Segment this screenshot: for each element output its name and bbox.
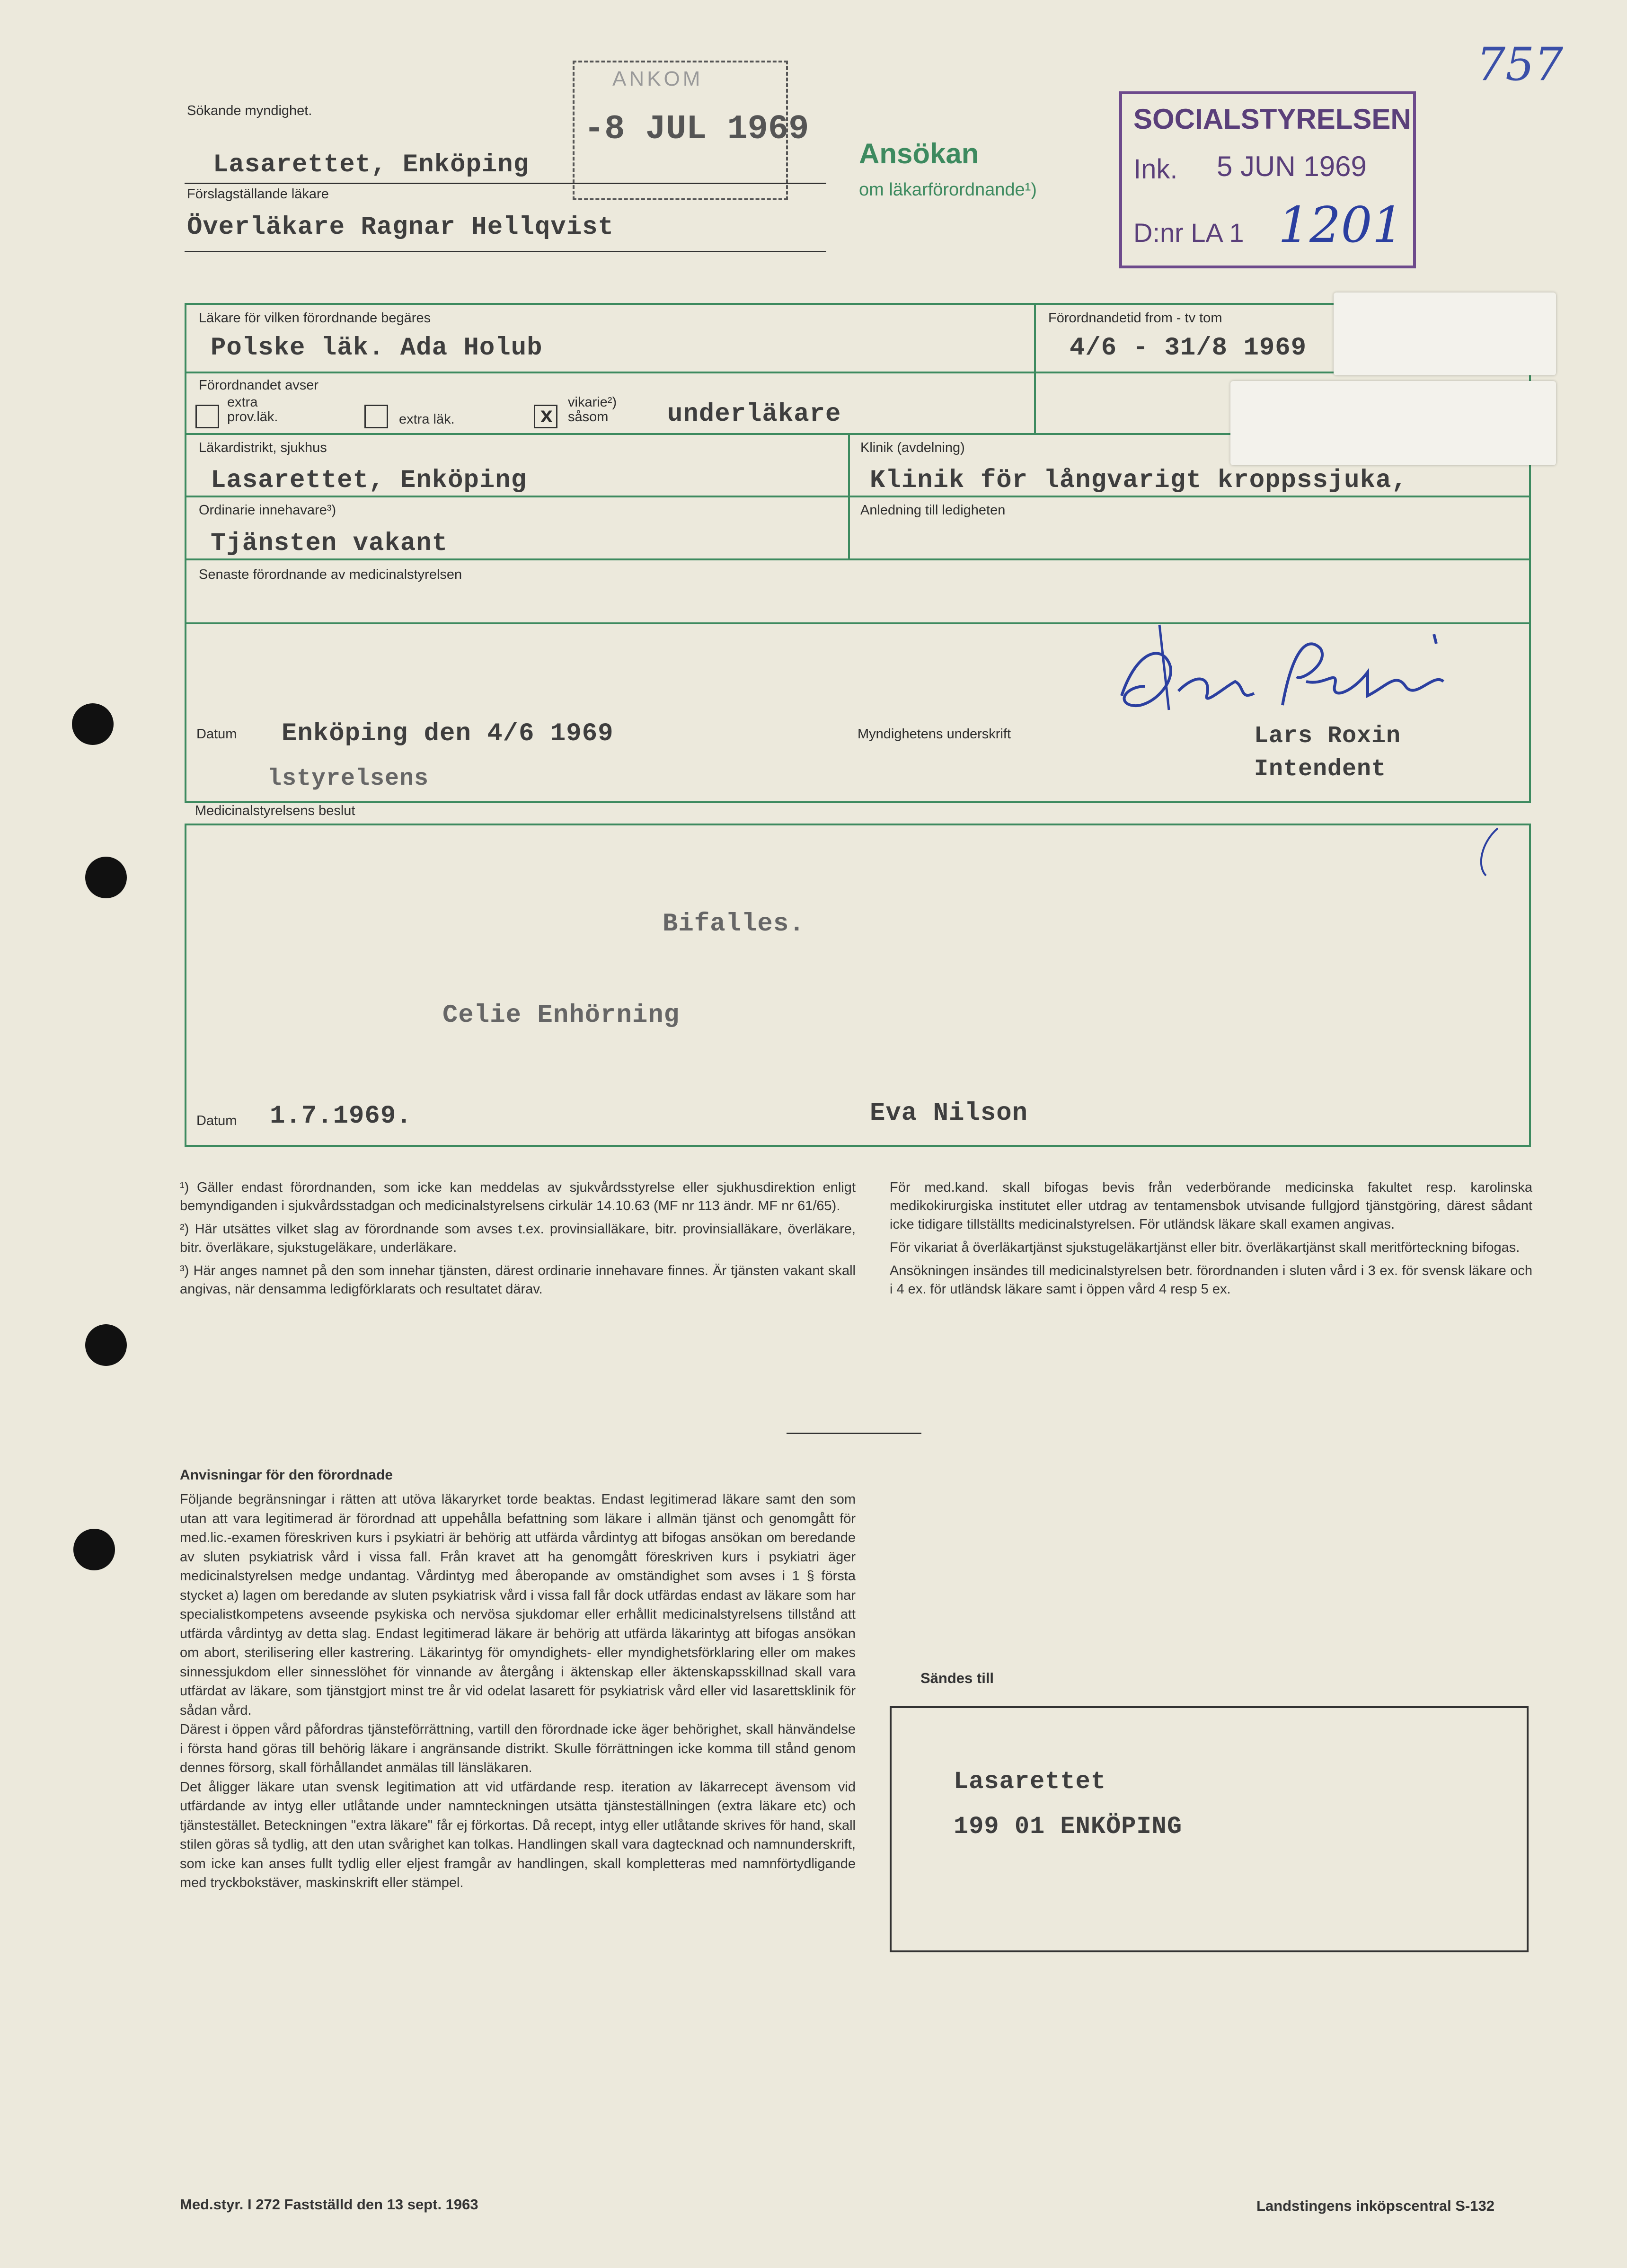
signer-title: Intendent (1254, 756, 1387, 783)
signer-name: Lars Roxin (1254, 723, 1401, 750)
sokande-value: Lasarettet, Enköping (213, 151, 530, 179)
punch-hole-2 (85, 857, 127, 898)
punch-hole-1 (72, 703, 114, 745)
innehavare-value: Tjänsten vakant (211, 529, 448, 558)
sandes-line2: 199 01 ENKÖPING (954, 1813, 1183, 1841)
row-line-4 (185, 558, 1531, 560)
anvisningar-heading: Anvisningar för den förordnade (180, 1467, 393, 1483)
socialstyrelsen-stamp (1119, 91, 1416, 268)
taped-paper-2 (1230, 381, 1556, 465)
punch-hole-4 (73, 1529, 115, 1570)
forslag-label: Förslagställande läkare (187, 186, 329, 202)
soc-stamp-ink-label: Ink. (1133, 154, 1178, 185)
datum-label: Datum (196, 726, 237, 742)
form-subtitle: om läkarförordnande¹) (859, 180, 1037, 200)
soc-stamp-date: 5 JUN 1969 (1217, 151, 1367, 182)
col-line-klinik (848, 433, 850, 560)
beslut-text: Bifalles. (663, 910, 805, 939)
footer-left: Med.styr. I 272 Fastställd den 13 sept. 1963 (180, 2196, 478, 2213)
tid-label: Förordnandetid from - tv tom (1048, 310, 1222, 326)
lakare-value: Polske läk. Ada Holub (211, 334, 543, 363)
arrival-stamp-top: ANKOM (612, 67, 703, 90)
innehavare-label: Ordinarie innehavare³) (199, 503, 336, 518)
soc-stamp-dnr: D:nr LA 1 (1133, 218, 1244, 248)
senaste-label: Senaste förordnande av medicinalstyrelsen (199, 567, 462, 582)
avser-value: underläkare (667, 400, 841, 429)
form-title: Ansökan (859, 138, 979, 169)
sandes-line1: Lasarettet (954, 1768, 1106, 1796)
row-line-1 (185, 372, 1531, 373)
anvisningar-body (180, 1490, 856, 1893)
extra-prov-label: extra prov.läk. (227, 395, 278, 425)
beslut-label: Medicinalstyrelsens beslut (195, 803, 355, 818)
beslut-signer: Eva Nilson (870, 1099, 1028, 1128)
arrival-stamp-date: -8 JUL 1969 (584, 110, 809, 149)
row-line-3 (185, 496, 1531, 497)
punch-hole-3 (85, 1324, 127, 1366)
beslut-box (185, 824, 1531, 1147)
klinik-value: Klinik för långvarigt kroppssjuka, (870, 466, 1407, 495)
col-line-tid (1034, 303, 1036, 435)
arrival-stamp (573, 61, 809, 200)
soc-stamp-number: 1201 (1278, 196, 1404, 254)
margin-mark (1472, 824, 1510, 880)
avser-label: Förordnandet avser (199, 378, 319, 393)
footnote-3: ³) Här anges namnet på den som innehar tjänsten, därest ordinarie innehavare finnes. Är tjänsten vakant skall angivas, när densamma ledigförklarats och resultatet därav. (180, 1263, 856, 1297)
underskrift-label: Myndighetens underskrift (858, 726, 1011, 742)
taped-paper-1 (1334, 292, 1556, 375)
distrikt-value: Lasarettet, Enköping (211, 466, 527, 495)
forslag-line (185, 251, 826, 252)
anvisningar-p3: Det åligger läkare utan svensk legitimation att vid utfärdande resp. iteration av läkarrecept ävensom vid utfärdande av intyg eller utlåtande under namnteckningen utsätta tjänsteställningen (extra läkare etc) och tjänstestället. Beteckningen "extra läkare" får ej förkortas. Då recept, intyg eller utlåtande skrives för hand, skall stilen göras så tydlig, att den utan svårighet kan tolkas. Handlingen skall vara dagtecknad och namnunderskrift, som icke kan anses fullt tydlig eller eljest framgår av handlingen, skall kompletteras med namnförtydligande med tryckbokstäver, maskinskrift eller stämpel. (180, 1779, 856, 1890)
anvisningar-p1: Följande begränsningar i rätten att utöva läkaryrket torde beaktas. Endast legitimerad läkare samt den som utan att vara legitimerad är förordnad att uppehålla befattning som läkare i allmän tjänst och genomgått för med.lic.-examen föreskriven kurs i psykiatri är behörig att utfärda vårdintyg att bifogas ansökan om beredande av sluten psykiatrisk vård i vissa fall. Från kravet att ha genomgått föreskriven kurs i psykiatri äger medicinalstyrelsen medge undantag. Vårdintyg med åberopande av omständighet som avses i 1 § första stycket a) lagen om beredande av sluten psykiatrisk vård i vissa fall får dock utfärdas endast av läkare som har specialistkompetens avseende psykiska och nervösa sjukdomar eller erhållit medicinalstyrelsens tillstånd att utfärda vårdintyg av detta slag. Endast legitimerad läkare är behörig att utfärda läkarintyg att bifogas ansökan om abort, sterilisering eller kastrering. Läkarintyg för omyndighets- eller myndighetsförklaring eller om makes sinnessjukdom eller sinnesslöhet för vinnande av återgång i äktenskap eller äktenskapsskillnad skall vara utfärdat av läkare, som tjänstgjort minst tre år vid odelat lasarett för psykiatrisk vård eller vid lasarettsklinik för sådan vård. (180, 1492, 856, 1718)
footnote-2: ²) Här utsättes vilket slag av förordnande som avses t.ex. provinsialläkare, bitr. provinsialläkare, överläkare, bitr. överläkare, sjukstugeläkare, underläkare. (180, 1222, 856, 1255)
applicant-signature (1103, 615, 1481, 738)
vikarie-mark: x (540, 404, 553, 429)
beslut-name: Celie Enhörning (442, 1001, 680, 1030)
vikarie-label: vikarie²) såsom (568, 395, 617, 425)
anvisningar-p2: Därest i öppen vård påfordras tjänsteförrättning, vartill den förordnade icke äger behörighet, skall hänvändelse i första hand göras till behörig läkare i angränsande distrikt. Skulle förrättningen icke komma till stånd genom dennes försorg, skall förhållandet anmälas till länsläkaren. (180, 1722, 856, 1775)
page-number: 757 (1477, 38, 1564, 91)
footnote-1: ¹) Gäller endast förordnanden, som icke kan meddelas av sjukvårdsstyrelse eller sjukhusdirektion enligt bemyndiganden i sjukvårdsstadgan och medicinalstyrelsens cirkulär 14.10.63 (MF nr 113 ändr. MF nr 61/65). (180, 1180, 856, 1214)
soc-stamp-title: SOCIALSTYRELSEN (1133, 103, 1411, 135)
note-r1: För med.kand. skall bifogas bevis från vederbörande medicinska fakultet resp. karolinska medikokirurgiska institutet eller utdrag av tentamensbok utvisande fullgjord tjänstgöring, därest sådant icke tidigare tillställts medicinalstyrelsen. För utländsk läkare skall examen angivas. (890, 1180, 1532, 1232)
beslut-datum-label: Datum (196, 1113, 237, 1128)
note-r2: För vikariat å överläkartjänst sjukstugeläkartjänst eller bitr. överläkartjänst skall meritförteckning bifogas. (890, 1240, 1520, 1255)
datum-value: Enköping den 4/6 1969 (282, 719, 614, 748)
extra-prov-checkbox[interactable] (195, 405, 219, 428)
forslag-value: Överläkare Ragnar Hellqvist (187, 213, 614, 242)
vikarie-checkbox[interactable] (534, 405, 557, 428)
distrikt-label: Läkardistrikt, sjukhus (199, 440, 327, 455)
notes-right (890, 1178, 1532, 1299)
anledning-label: Anledning till ledigheten (860, 503, 1006, 518)
lakare-label: Läkare för vilken förordnande begäres (199, 310, 431, 326)
extra-lak-checkbox[interactable] (364, 405, 388, 428)
center-separator (787, 1433, 921, 1434)
note-r3: Ansökningen insändes till medicinalstyrelsen betr. förordnanden i sluten vård i 3 ex. för svensk läkare och i 4 ex. för utländsk läkare samt i öppen vård 4 resp 5 ex. (890, 1263, 1532, 1297)
klinik-label: Klinik (avdelning) (860, 440, 965, 455)
tid-value: 4/6 - 31/8 1969 (1070, 334, 1307, 363)
beslut-overtype: lstyrelsens (267, 765, 429, 792)
beslut-datum: 1.7.1969. (270, 1102, 412, 1131)
footnotes-left (180, 1178, 856, 1299)
extra-lak-label: extra läk. (399, 412, 455, 427)
footer-right: Landstingens inköpscentral S-132 (1256, 2197, 1495, 2214)
sokande-label: Sökande myndighet. (187, 103, 312, 118)
sandes-label: Sändes till (920, 1670, 994, 1686)
